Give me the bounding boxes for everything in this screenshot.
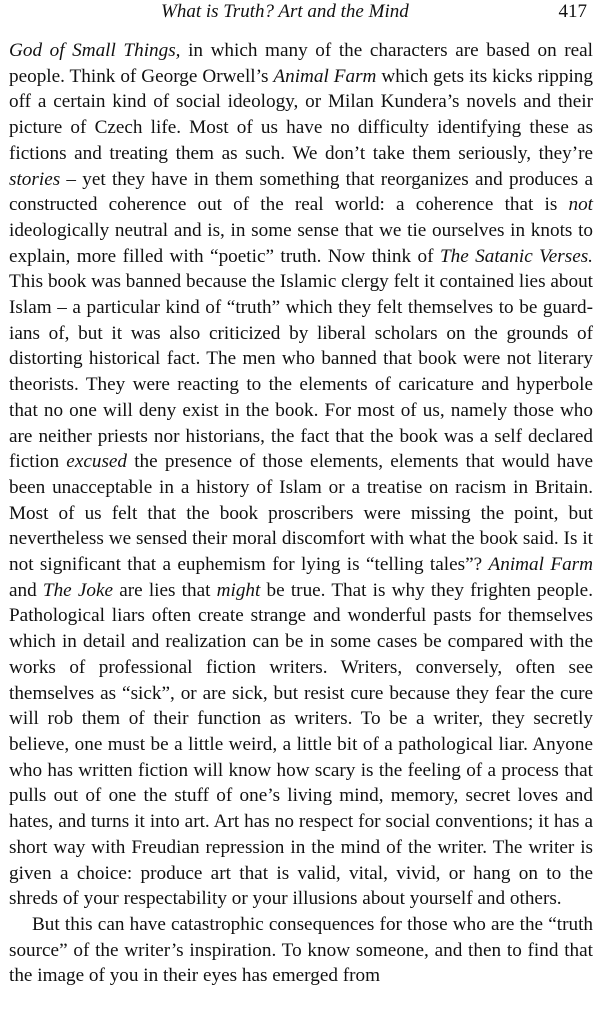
text-segment: excused [66,451,128,473]
text-segment: Animal Farm [273,65,377,87]
text-segment: might [216,579,261,601]
text-segment: are lies that [113,579,217,601]
text-segment: ideologically neutral and is, in some sense that we tie ourselves in knots to explain, more filled with “poetic” truth. Now think of [9,219,593,267]
text-segment: The Joke [42,579,114,601]
text-segment: in which many of the characters are based on real people. Think of George Orwell’s [9,40,593,87]
text-segment: stories [9,168,61,190]
paragraph-1 [9,38,593,912]
text-segment: and [9,579,43,601]
text-segment: This book was banned because the Islamic clergy felt it contained lies about Islam – a particular kind of “truth” which they felt themselves to be guardians of, but it was also criticized by liberal scholars on the grounds of distorting historical fact. The men who banned that book were not literary theorists. They were reacting to the elements of caricature and hyperbole that no one will deny exist in the book. For most of us, namely those who are neither priests nor historians, the fact that the book was a self declared fiction [9,271,593,473]
text-segment: God of Small Things, [9,40,181,61]
text-segment: be true. That is why they frighten people. Pathological liars often create strange and wonderful pasts for themselves which in detail and realization can be in some cases be compared with the works of professional fiction writers. Writers, conversely, often see themselves as “sick”, or are sick, but resist cure because they fear the cure will rob them of their function as writers. To be a writer, they secretly believe, one must be a little weird, a little bit of a pathological liar. Anyone who has written fiction will know how scary is the feeling of a process that pulls out of one the stuff of one’s living mind, memory, secret loves and hates, and turns it into art. Art has no respect for social conventions; it has a short way with Freudian repression in the mind of the writer. The writer is given a choice: produce art that is valid, vital, vivid, or hang on to the shreds of your respectability or your illusions about yourself and others. [9,579,593,910]
body-text [9,38,593,989]
paragraph-2 [9,912,593,989]
text-segment: The Satanic Verses. [439,245,593,267]
text-segment: – yet they have in them something that reorganizes and produces a constructed coherence out of the real world: a coherence that is [9,168,593,216]
text-segment: the presence of those elements, elements that would have been unacceptable in a history of Islam or a treatise on racism in Britain. Most of us felt that the book proscribers were missing the point, but nevertheless we sensed their moral discomfort with what the book said. Is it not significant that a euphemism for lying is “telling tales”? [9,451,594,576]
page-number: 417 [558,1,587,22]
text-segment: Animal Farm [488,554,593,576]
text-segment: which gets its kicks ripping off a certain kind of social ideology, or Milan Kundera’s novels and their picture of Czech life. Most of us have no difficulty identifying these as fictions and treating them as such. We don’t take them seriously, they’re [9,65,593,164]
text-segment: But this can have catastrophic consequences for those who are the “truth source” of the writer’s inspiration. To know someone, and then to find that the image of you in their eyes has emerged from [9,913,593,987]
running-head [9,0,593,24]
running-title: What is Truth? Art and the Mind [161,1,409,22]
text-segment: not [568,194,593,216]
